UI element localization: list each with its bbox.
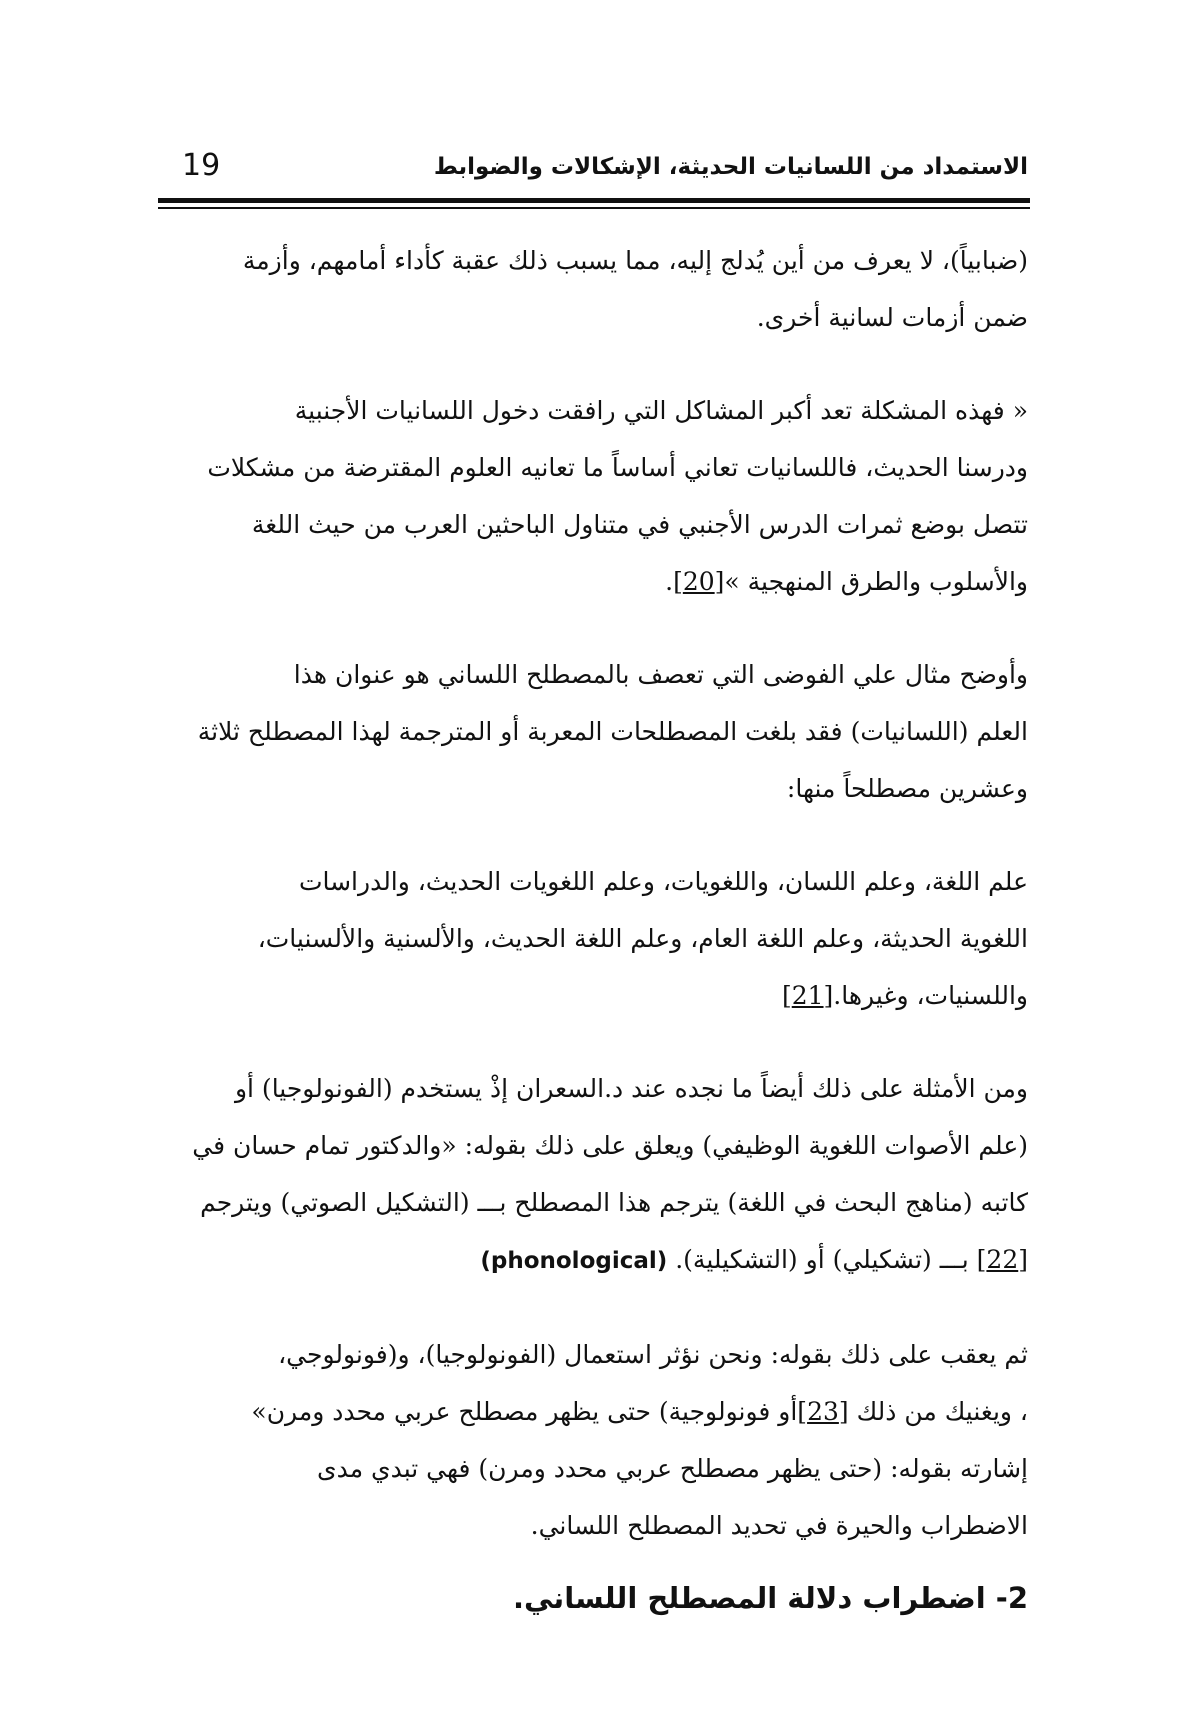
text-line: الاضطراب والحيرة في تحديد المصطلح اللساني. xyxy=(530,1511,1028,1540)
text-line: « فهذه المشكلة تعد أكبر المشاكل التي رافقت دخول اللسانيات الأجنبية xyxy=(294,396,1028,425)
page-number: 19 xyxy=(182,148,221,183)
text-line-with-ref xyxy=(160,553,1028,610)
page-body xyxy=(160,232,1028,1628)
paragraph-6 xyxy=(160,1326,1028,1554)
paragraph-3 xyxy=(160,646,1028,817)
page-header xyxy=(160,148,1030,188)
text-segment: ، ويغنيك من ذلك xyxy=(856,1397,1028,1426)
header-rule-thin xyxy=(158,207,1030,209)
paragraph-5 xyxy=(160,1060,1028,1290)
text-segment: واللسنيات، وغيرها. xyxy=(833,981,1028,1010)
text-line-with-ref xyxy=(160,967,1028,1024)
footnote-ref-22[interactable]: [22] xyxy=(976,1245,1028,1274)
text-segment: . xyxy=(665,567,674,596)
text-line: وعشرين مصطلحاً منها: xyxy=(786,774,1028,803)
paragraph-1 xyxy=(160,232,1028,346)
text-segment: أو فونولوجية) حتى يظهر مصطلح عربي محدد ومرن» xyxy=(251,1397,798,1426)
text-line: كاتبه (مناهج البحث في اللغة) يترجم هذا المصطلح بـــ (التشكيل الصوتي) ويترجم xyxy=(200,1188,1028,1217)
text-line: العلم (اللسانيات) فقد بلغت المصطلحات المعربة أو المترجمة لهذا المصطلح ثلاثة xyxy=(197,717,1028,746)
text-segment: بـــ (تشكيلي) أو (التشكيلية). xyxy=(675,1245,969,1274)
text-segment: والأسلوب والطرق المنهجية » xyxy=(724,567,1028,596)
text-line: تتصل بوضع ثمرات الدرس الأجنبي في متناول الباحثين العرب من حيث اللغة xyxy=(251,510,1028,539)
running-title: الاستمداد من اللسانيات الحديثة، الإشكالات والضوابط xyxy=(433,154,1028,180)
footnote-ref-21[interactable]: [21] xyxy=(781,981,834,1010)
text-line: ومن الأمثلة على ذلك أيضاً ما نجده عند د.السعران إذْ يستخدم (الفونولوجيا) أو xyxy=(234,1074,1028,1103)
footnote-ref-20[interactable]: [20] xyxy=(673,567,725,596)
text-line: علم اللغة، وعلم اللسان، واللغويات، وعلم اللغويات الحديث، والدراسات xyxy=(298,867,1028,896)
text-line: ثم يعقب على ذلك بقوله: ونحن نؤثر استعمال (الفونولوجيا)، و(فونولوجي، xyxy=(278,1340,1028,1369)
header-rule-thick xyxy=(158,198,1030,203)
text-line: (ضبابياً)، لا يعرف من أين يُدلج إليه، مما يسبب ذلك عقبة كأداء أمامهم، وأزمة xyxy=(242,246,1028,275)
text-line-with-ref xyxy=(160,1231,1028,1290)
text-line: (علم الأصوات اللغوية الوظيفي) ويعلق على ذلك بقوله: «والدكتور تمام حسان في xyxy=(192,1131,1028,1160)
footnote-ref-23[interactable]: [23] xyxy=(797,1397,849,1426)
latin-term: (phonological) xyxy=(480,1248,668,1274)
section-heading: 2- اضطراب دلالة المصطلح اللساني. xyxy=(512,1581,1028,1615)
paragraph-4 xyxy=(160,853,1028,1024)
paragraph-2-quote xyxy=(160,382,1028,610)
text-line: إشارته بقوله: (حتى يظهر مصطلح عربي محدد ومرن) فهي تبدي مدى xyxy=(317,1454,1028,1483)
text-line: ضمن أزمات لسانية أخرى. xyxy=(756,303,1028,332)
text-line: ودرسنا الحديث، فاللسانيات تعاني أساساً ما تعانيه العلوم المقترضة من مشكلات xyxy=(207,453,1028,482)
text-line: اللغوية الحديثة، وعلم اللغة العام، وعلم اللغة الحديث، والألسنية والألسنيات، xyxy=(257,924,1028,953)
text-line: وأوضح مثال علي الفوضى التي تعصف بالمصطلح اللساني هو عنوان هذا xyxy=(293,660,1028,689)
text-line-with-ref xyxy=(160,1383,1028,1440)
